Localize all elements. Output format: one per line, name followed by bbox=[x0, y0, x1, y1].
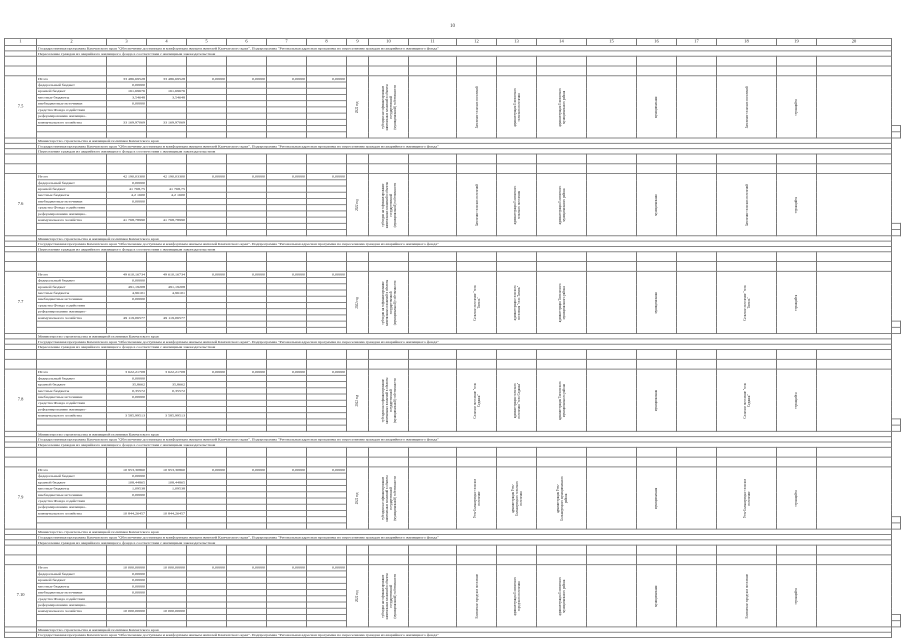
year-value: 108,44865 bbox=[147, 479, 187, 485]
purpose: субсидии на софинансирование капитальных вложений в объекты государственной (муниципальной) собственности bbox=[380, 83, 397, 130]
year-value-3: 0,00000 bbox=[227, 174, 267, 180]
year-value: 10 000,00000 bbox=[147, 565, 187, 571]
year-value-2: 0,00000 bbox=[187, 271, 227, 277]
year-value: 49 610,16734 bbox=[147, 271, 187, 277]
construction-status: строящийся bbox=[793, 294, 798, 311]
purpose: субсидии на софинансирование капитальных вложений в объекты государственной (муниципальной) собственности bbox=[380, 181, 397, 228]
program-name: Государственная программа Камчатского края "Обеспечение доступным и комфортным жильем жителей Камчатского края". Подпрограмма "Регональная адресная программа по переселению граждан из аварийного жилищного фонда" bbox=[37, 241, 892, 246]
object-name: Усть-Большерецкое сельское поселение bbox=[472, 478, 481, 518]
year-value: 49 119,06577 bbox=[147, 315, 187, 321]
district-authority: администрация Елизовского муниципального района bbox=[557, 576, 566, 616]
period: 2022 год bbox=[354, 590, 359, 602]
column-number: 20 bbox=[817, 38, 892, 45]
total-value: 41 768,75 bbox=[107, 186, 147, 192]
fund-label: коммунального хозяйства bbox=[37, 217, 107, 223]
ministry-name: Министерство строительства и жилищной политики Камчатского края bbox=[37, 431, 892, 436]
district-authority: администрация Усть-Большерецкого муниципального района bbox=[555, 475, 568, 521]
fund-label: внебюджетные источники bbox=[37, 101, 107, 107]
fund-label: Итого bbox=[37, 271, 107, 277]
fund-label: внебюджетные источники bbox=[37, 492, 107, 498]
item-number: 7.6 bbox=[5, 174, 37, 236]
district-authority: администрация Тигильского муниципального района bbox=[557, 283, 566, 322]
ministry-name: Министерство строительства и жилищной политики Камчатского края bbox=[37, 529, 892, 534]
column-number: 10 bbox=[369, 38, 409, 45]
responsible-authority: администрация Елизовского сельского поселения bbox=[512, 87, 521, 127]
year-value-3: 0,00000 bbox=[227, 76, 267, 82]
fund-label: местные бюджеты bbox=[37, 583, 107, 589]
total-value: 33 169,97069 bbox=[107, 119, 147, 125]
year-value-3: 0,00000 bbox=[227, 369, 267, 375]
purpose: субсидии на софинансирование капитальных вложений в объекты государственной (муниципальной) собственности bbox=[380, 279, 397, 326]
object-name: Елизовское городское поселение bbox=[474, 573, 479, 619]
spacer-row bbox=[5, 154, 901, 164]
year-value: 35,8662 bbox=[147, 382, 187, 388]
total-value: 10 000,00000 bbox=[107, 608, 147, 614]
ownership: муниципальная bbox=[653, 194, 658, 216]
fund-label: коммунального хозяйства bbox=[37, 315, 107, 321]
object-name: Сельское поселение "село Седанка" bbox=[472, 382, 481, 419]
fund-label: Итого bbox=[37, 76, 107, 82]
page-number: 10 bbox=[450, 24, 455, 29]
fund-label: коммунального хозяйства bbox=[37, 510, 107, 516]
total-value: 0,00000 bbox=[107, 394, 147, 400]
year-value-4: 0,00000 bbox=[267, 369, 307, 375]
receiver-name: Заселение сельских поселений bbox=[744, 183, 749, 226]
year-value-5: 0,00000 bbox=[307, 76, 347, 82]
total-value: 0,00000 bbox=[107, 590, 147, 596]
year-value: 4,2 1600 bbox=[147, 192, 187, 198]
column-number: 14 bbox=[537, 38, 587, 45]
fund-label: коммунального хозяйства bbox=[37, 119, 107, 125]
year-value-5: 0,00000 bbox=[307, 174, 347, 180]
district-authority: администрация Тигильского муниципального района bbox=[557, 380, 566, 420]
total-value: 0,35572 bbox=[107, 388, 147, 394]
fund-label: коммунального хозяйства bbox=[37, 413, 107, 419]
spacer-row bbox=[5, 164, 901, 174]
item-number: 7.10 bbox=[5, 565, 37, 627]
district-authority: администрация Елизовского муниципального района bbox=[557, 87, 566, 127]
construction-status: строящийся bbox=[793, 196, 798, 213]
fund-label: реформированию жилищно- bbox=[37, 211, 107, 217]
total-value: 4,96101 bbox=[107, 290, 147, 296]
section-name: Переселение граждан из аварийного жилищного фонда в соответствии с жилищным законодательством bbox=[37, 51, 892, 56]
section-name: Переселение граждан из аварийного жилищного фонда в соответствии с жилищным законодательством bbox=[37, 246, 892, 251]
item-number: 7.8 bbox=[5, 369, 37, 431]
program-name: Государственная программа Камчатского края "Обеспечение доступным и комфортным жильем жителей Камчатского края". Подпрограмма "Регональная адресная программа по переселению граждан из аварийного жилищного фонда" bbox=[37, 143, 892, 148]
year-value: 0,35572 bbox=[147, 388, 187, 394]
year-value-4: 0,00000 bbox=[267, 76, 307, 82]
fund-label: федеральный бюджет bbox=[37, 375, 107, 381]
fund-label: местные бюджеты bbox=[37, 192, 107, 198]
total-value: 0,00000 bbox=[107, 82, 147, 88]
fund-label: средства Фонда содействия bbox=[37, 596, 107, 602]
program-name: Государственная программа Камчатского края "Обеспечение доступным и комфортным жильем жителей Камчатского края". Подпрограмма "Регональная адресная программа по переселению граждан из аварийного жилищного фонда" bbox=[37, 339, 892, 344]
receiver-name: Усть-Большерецкое сельское поселение bbox=[742, 478, 751, 518]
total-value: 0,00000 bbox=[107, 492, 147, 498]
item-number: 7.7 bbox=[5, 271, 37, 333]
column-number: 2 bbox=[37, 38, 107, 45]
fund-label: реформированию жилищно- bbox=[37, 504, 107, 510]
year-value: 10 953,30860 bbox=[147, 467, 187, 473]
fund-label: коммунального хозяйства bbox=[37, 608, 107, 614]
section-name: Переселение граждан из аварийного жилищного фонда в соответствии с жилищным законодательством bbox=[37, 442, 892, 447]
total-value: 0,00000 bbox=[107, 577, 147, 583]
total-value: 3,54648 bbox=[107, 94, 147, 100]
program-name: Государственная программа Камчатского края "Обеспечение доступным и комфортным жильем жителей Камчатского края". Подпрограмма "Регональная адресная программа по переселению граждан из аварийного жилищного фонда" bbox=[37, 46, 892, 51]
total-value: 0,00000 bbox=[107, 296, 147, 302]
receiver-name: Заселение сельских поселений bbox=[744, 85, 749, 128]
column-number: 5 bbox=[187, 38, 227, 45]
year-value: 161,69676 bbox=[147, 88, 187, 94]
purpose: субсидии на софинансирование капитальных вложений в объекты государственной (муниципальной) собственности bbox=[380, 377, 397, 424]
spacer-row bbox=[5, 350, 901, 360]
section-name: Переселение граждан из аварийного жилищного фонда в соответствии с жилищным законодательством bbox=[37, 149, 892, 154]
year-value: 41 768,75 bbox=[147, 186, 187, 192]
column-number: 19 bbox=[777, 38, 817, 45]
responsible-authority: администрация Елизовского сельского поселения bbox=[512, 185, 521, 224]
item-number: 7.5 bbox=[5, 76, 37, 138]
column-number: 8 bbox=[307, 38, 347, 45]
year-value-4: 0,00000 bbox=[267, 565, 307, 571]
fund-label: краевой бюджет bbox=[37, 186, 107, 192]
fund-label: Итого bbox=[37, 565, 107, 571]
year-value-3: 0,00000 bbox=[227, 271, 267, 277]
responsible-authority: администрация Елизовского городского поселения bbox=[512, 576, 521, 616]
construction-status: строящийся bbox=[793, 587, 798, 604]
column-number: 6 bbox=[227, 38, 267, 45]
year-value: 1,09538 bbox=[147, 486, 187, 492]
total-value: 0,00000 bbox=[107, 583, 147, 589]
total-value: 491,19208 bbox=[107, 284, 147, 290]
year-value-2: 0,00000 bbox=[187, 565, 227, 571]
fund-label: местные бюджеты bbox=[37, 290, 107, 296]
fund-label: местные бюджеты bbox=[37, 94, 107, 100]
responsible-authority: администрация сельского поселения "село Седанка" bbox=[512, 382, 521, 419]
spacer-row bbox=[5, 56, 901, 66]
year-value: 33 486,69528 bbox=[147, 76, 187, 82]
receiver-name: Елизовское городское поселение bbox=[744, 573, 749, 619]
total-value: 49 119,06577 bbox=[107, 315, 147, 321]
fund-label: реформированию жилищно- bbox=[37, 406, 107, 412]
total-value: 4,2 1600 bbox=[107, 192, 147, 198]
total-value: 0,00000 bbox=[107, 571, 147, 577]
fund-label: средства Фонда содействия bbox=[37, 400, 107, 406]
year-value-3: 0,00000 bbox=[227, 565, 267, 571]
program-name: Государственная программа Камчатского края "Обеспечение доступным и комфортным жильем жителей Камчатского края". Подпрограмма "Регональная адресная программа по переселению граждан из аварийного жилищного фонда" bbox=[37, 534, 892, 539]
section-name: Переселение граждан из аварийного жилищного фонда в соответствии с жилищным законодательством bbox=[37, 344, 892, 349]
year-value-5: 0,00000 bbox=[307, 271, 347, 277]
receiver-name: Сельское поселение "село Седанка" bbox=[742, 382, 751, 419]
ministry-name: Министерство строительства и жилищной политики Камчатского края bbox=[37, 138, 892, 143]
total-value: 10 953,30860 bbox=[107, 467, 147, 473]
year-value-2: 0,00000 bbox=[187, 76, 227, 82]
object-name: Заселение сельских поселений bbox=[474, 183, 479, 226]
program-name-row bbox=[5, 632, 901, 637]
fund-label: Итого bbox=[37, 174, 107, 180]
total-value: 35,8662 bbox=[107, 382, 147, 388]
purpose: субсидии на софинансирование капитальных вложений в объекты государственной (муниципальной) собственности bbox=[380, 474, 397, 522]
fund-label: средства Фонда содействия bbox=[37, 205, 107, 211]
fund-label: федеральный бюджет bbox=[37, 571, 107, 577]
column-number: 16 bbox=[637, 38, 677, 45]
fund-label: реформированию жилищно- bbox=[37, 602, 107, 608]
year-value: 41 768,78990 bbox=[147, 217, 187, 223]
fund-label: средства Фонда содействия bbox=[37, 107, 107, 113]
ministry-name: Министерство строительства и жилищной политики Камчатского края bbox=[37, 627, 892, 632]
total-value: 108,44865 bbox=[107, 479, 147, 485]
fund-label: средства Фонда содействия bbox=[37, 302, 107, 308]
period: 2022 год bbox=[354, 394, 359, 407]
object-name: Сельское поселение "село Тигиль" bbox=[472, 284, 481, 321]
ownership: муниципальная bbox=[653, 291, 658, 314]
ownership: муниципальная bbox=[653, 96, 658, 118]
column-number: 13 bbox=[497, 38, 537, 45]
column-number: 1 bbox=[5, 38, 37, 45]
year-value-5: 0,00000 bbox=[307, 369, 347, 375]
column-number: 18 bbox=[717, 38, 777, 45]
ministry-name: Министерство строительства и жилищной политики Камчатского края bbox=[37, 236, 892, 241]
construction-status: строящийся bbox=[793, 489, 798, 507]
total-value: 1,09538 bbox=[107, 486, 147, 492]
spacer-row bbox=[5, 262, 901, 272]
spacer-row bbox=[5, 457, 901, 467]
total-value: 0,00000 bbox=[107, 375, 147, 381]
total-value: 0,00000 bbox=[107, 180, 147, 186]
fund-label: Итого bbox=[37, 369, 107, 375]
district-authority: администрация Елизовского муниципального района bbox=[557, 185, 566, 224]
total-value: 42 190,03300 bbox=[107, 174, 147, 180]
fund-label: Итого bbox=[37, 467, 107, 473]
year-value: 3 585,99513 bbox=[147, 413, 187, 419]
year-value: 4,96101 bbox=[147, 290, 187, 296]
column-number: 4 bbox=[147, 38, 187, 45]
year-value-4: 0,00000 bbox=[267, 271, 307, 277]
total-value: 3 585,99513 bbox=[107, 413, 147, 419]
year-value: 42 190,03300 bbox=[147, 174, 187, 180]
year-value: 3 622,21708 bbox=[147, 369, 187, 375]
column-number: 15 bbox=[587, 38, 637, 45]
spacer-row bbox=[5, 66, 901, 76]
fund-label: средства Фонда содействия bbox=[37, 498, 107, 504]
column-number: 12 bbox=[457, 38, 497, 45]
ownership: муниципальная bbox=[653, 389, 658, 411]
object-name: Заселение сельских поселений bbox=[474, 85, 479, 128]
total-value: 49 610,16734 bbox=[107, 271, 147, 277]
column-number: 3 bbox=[107, 38, 147, 45]
construction-status: строящийся bbox=[793, 98, 798, 116]
column-number: 9 bbox=[347, 38, 369, 45]
column-number-row bbox=[5, 38, 901, 45]
year-value-3: 0,00000 bbox=[227, 467, 267, 473]
spacer-row bbox=[5, 545, 901, 555]
section-name: Переселение граждан из аварийного жилищного фонда в соответствии с жилищным законодательством bbox=[37, 540, 892, 545]
column-number: 17 bbox=[677, 38, 717, 45]
fund-label: внебюджетные источники bbox=[37, 198, 107, 204]
period: 2022 год bbox=[354, 492, 359, 504]
year-value: 491,19208 bbox=[147, 284, 187, 290]
period: 2022 год bbox=[354, 198, 359, 211]
spacer-row bbox=[5, 447, 901, 457]
total-value: 10 000,00000 bbox=[107, 565, 147, 571]
total-value: 0,00000 bbox=[107, 473, 147, 479]
fund-label: реформированию жилищно- bbox=[37, 309, 107, 315]
year-value-5: 0,00000 bbox=[307, 467, 347, 473]
spacer-row bbox=[5, 555, 901, 565]
fund-label: краевой бюджет bbox=[37, 577, 107, 583]
ownership: муниципальная bbox=[653, 585, 658, 607]
year-value: 10 000,00000 bbox=[147, 608, 187, 614]
year-value-2: 0,00000 bbox=[187, 467, 227, 473]
year-value-4: 0,00000 bbox=[267, 467, 307, 473]
ownership: муниципальная bbox=[653, 487, 658, 509]
fund-label: федеральный бюджет bbox=[37, 180, 107, 186]
total-value: 10 844,26457 bbox=[107, 510, 147, 516]
total-value: 3 622,21708 bbox=[107, 369, 147, 375]
total-value: 33 486,69528 bbox=[107, 76, 147, 82]
budget-table bbox=[4, 38, 901, 638]
fund-label: краевой бюджет bbox=[37, 88, 107, 94]
fund-label: краевой бюджет bbox=[37, 382, 107, 388]
period: 2022 год bbox=[354, 101, 359, 113]
purpose: субсидии на софинансирование капитальных вложений в объекты государственной (муниципальной) собственности bbox=[380, 572, 397, 619]
fund-label: краевой бюджет bbox=[37, 284, 107, 290]
construction-status: строящийся bbox=[793, 392, 798, 409]
fund-label: местные бюджеты bbox=[37, 388, 107, 394]
responsible-authority: администрация Усть-Большерецкого сельского поселения bbox=[510, 480, 523, 516]
spacer-row bbox=[5, 252, 901, 262]
total-value: 161,69676 bbox=[107, 88, 147, 94]
period: 2022 год bbox=[354, 296, 359, 309]
year-value-2: 0,00000 bbox=[187, 174, 227, 180]
ministry-name: Министерство строительства и жилищной политики Камчатского края bbox=[37, 334, 892, 339]
year-value: 10 844,26457 bbox=[147, 510, 187, 516]
total-value: 0,00000 bbox=[107, 278, 147, 284]
fund-label: краевой бюджет bbox=[37, 479, 107, 485]
fund-label: внебюджетные источники bbox=[37, 394, 107, 400]
item-number: 7.9 bbox=[5, 467, 37, 529]
fund-label: местные бюджеты bbox=[37, 486, 107, 492]
total-value: 41 768,78990 bbox=[107, 217, 147, 223]
year-value-5: 0,00000 bbox=[307, 565, 347, 571]
year-value: 33 169,97069 bbox=[147, 119, 187, 125]
fund-label: федеральный бюджет bbox=[37, 278, 107, 284]
column-number: 11 bbox=[409, 38, 457, 45]
total-value: 0,00000 bbox=[107, 101, 147, 107]
fund-label: внебюджетные источники bbox=[37, 296, 107, 302]
year-value: 3,54648 bbox=[147, 94, 187, 100]
fund-label: внебюджетные источники bbox=[37, 590, 107, 596]
fund-label: федеральный бюджет bbox=[37, 82, 107, 88]
spacer-row bbox=[5, 359, 901, 369]
responsible-authority: администрация сельского поселения "село Тигиль" bbox=[512, 284, 521, 320]
program-name: Государственная программа Камчатского края "Обеспечение доступным и комфортным жильем жителей Камчатского края". Подпрограмма "Регональная адресная программа по переселению граждан из аварийного жилищного фонда" bbox=[37, 632, 892, 637]
program-name: Государственная программа Камчатского края "Обеспечение доступным и комфортным жильем жителей Камчатского края". Подпрограмма "Регональная адресная программа по переселению граждан из аварийного жилищного фонда" bbox=[37, 437, 892, 442]
year-value-2: 0,00000 bbox=[187, 369, 227, 375]
total-value: 0,00000 bbox=[107, 198, 147, 204]
column-number: 7 bbox=[267, 38, 307, 45]
year-value-4: 0,00000 bbox=[267, 174, 307, 180]
receiver-name: Сельское поселение "село Тигиль" bbox=[742, 284, 751, 321]
fund-label: федеральный бюджет bbox=[37, 473, 107, 479]
fund-label: реформированию жилищно- bbox=[37, 113, 107, 119]
